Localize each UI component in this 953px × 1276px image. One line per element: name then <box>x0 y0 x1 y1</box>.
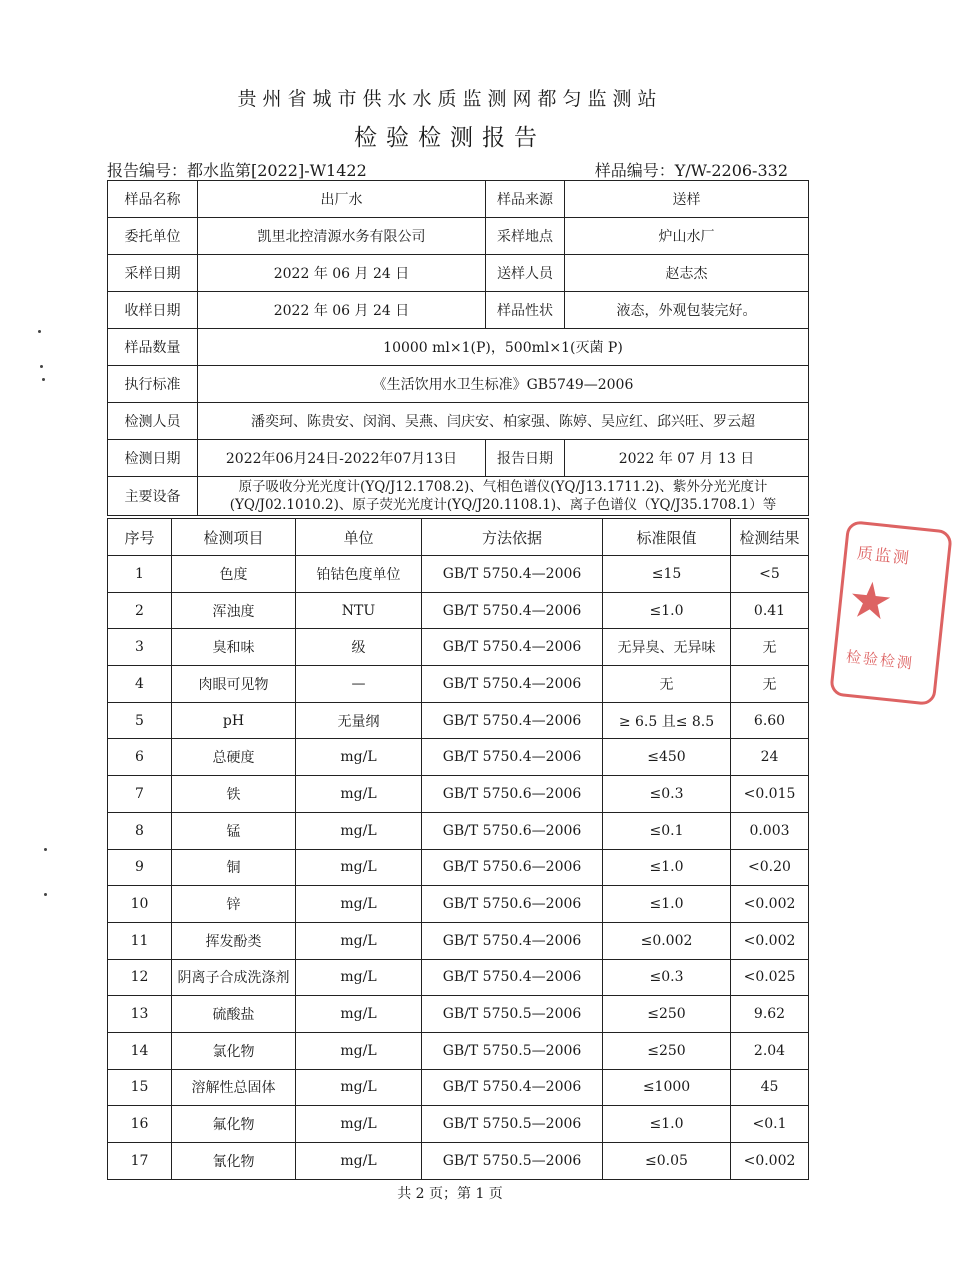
info-row <box>108 181 809 218</box>
cell-result: <0.20 <box>731 849 809 886</box>
cell-item: 肉眼可见物 <box>172 666 296 703</box>
cell-no: 8 <box>108 812 172 849</box>
cell-unit: mg/L <box>296 1069 422 1106</box>
cell-unit: mg/L <box>296 996 422 1033</box>
test-date-value: 2022年06月24日-2022年07月13日 <box>198 440 486 477</box>
info-row <box>108 292 809 329</box>
cell-unit: mg/L <box>296 776 422 813</box>
sample-name-label: 样品名称 <box>108 181 198 218</box>
cell-unit: mg/L <box>296 959 422 996</box>
table-row <box>108 776 809 813</box>
seal-text-bottom: 检验检测 <box>845 647 915 673</box>
cell-limit: ≤250 <box>603 1032 731 1069</box>
cell-limit: ≤0.1 <box>603 812 731 849</box>
table-row <box>108 849 809 886</box>
cell-result: 无 <box>731 666 809 703</box>
table-row <box>108 996 809 1033</box>
col-header-method: 方法依据 <box>422 519 603 556</box>
results-table <box>107 518 809 1180</box>
info-row <box>108 218 809 255</box>
cell-result: <0.002 <box>731 886 809 923</box>
cell-method: GB/T 5750.4—2006 <box>422 959 603 996</box>
cell-limit: 无异臭、无异味 <box>603 629 731 666</box>
cell-item: 臭和味 <box>172 629 296 666</box>
cell-item: 氟化物 <box>172 1106 296 1143</box>
table-row <box>108 886 809 923</box>
cell-method: GB/T 5750.4—2006 <box>422 666 603 703</box>
scan-speck <box>40 365 43 368</box>
cell-limit: ≤1000 <box>603 1069 731 1106</box>
cell-item: 挥发酚类 <box>172 922 296 959</box>
cell-method: GB/T 5750.4—2006 <box>422 739 603 776</box>
cell-result: <0.002 <box>731 922 809 959</box>
seal-text-top: 质监测 <box>856 543 912 568</box>
cell-unit: mg/L <box>296 886 422 923</box>
table-row <box>108 1069 809 1106</box>
client-value: 凯里北控清源水务有限公司 <box>198 218 486 255</box>
cell-no: 2 <box>108 592 172 629</box>
cell-method: GB/T 5750.4—2006 <box>422 556 603 593</box>
cell-no: 9 <box>108 849 172 886</box>
table-row <box>108 1106 809 1143</box>
sample-property-label: 样品性状 <box>486 292 565 329</box>
cell-no: 14 <box>108 1032 172 1069</box>
cell-no: 1 <box>108 556 172 593</box>
cell-method: GB/T 5750.5—2006 <box>422 996 603 1033</box>
cell-item: 色度 <box>172 556 296 593</box>
cell-result: 无 <box>731 629 809 666</box>
equipment-label: 主要设备 <box>108 477 198 516</box>
report-number: 报告编号：都水监第[2022]-W1422 <box>107 161 367 180</box>
table-row <box>108 702 809 739</box>
cell-unit: 铂钴色度单位 <box>296 556 422 593</box>
col-header-item: 检测项目 <box>172 519 296 556</box>
organization-title: 贵州省城市供水水质监测网都匀监测站 <box>237 88 663 110</box>
cell-item: 氰化物 <box>172 1143 296 1180</box>
table-row <box>108 556 809 593</box>
cell-result: 2.04 <box>731 1032 809 1069</box>
cell-no: 10 <box>108 886 172 923</box>
sampling-date-label: 采样日期 <box>108 255 198 292</box>
table-row <box>108 959 809 996</box>
cell-no: 3 <box>108 629 172 666</box>
cell-method: GB/T 5750.4—2006 <box>422 922 603 959</box>
standard-value: 《生活饮用水卫生标准》GB5749—2006 <box>198 366 809 403</box>
table-row <box>108 739 809 776</box>
cell-no: 12 <box>108 959 172 996</box>
cell-result: <0.025 <box>731 959 809 996</box>
cell-result: 24 <box>731 739 809 776</box>
quantity-label: 样品数量 <box>108 329 198 366</box>
cell-unit: mg/L <box>296 922 422 959</box>
scan-speck <box>42 378 45 381</box>
info-row <box>108 403 809 440</box>
cell-no: 11 <box>108 922 172 959</box>
cell-limit: ≤1.0 <box>603 886 731 923</box>
cell-result: <5 <box>731 556 809 593</box>
scan-speck <box>44 848 47 851</box>
standard-label: 执行标准 <box>108 366 198 403</box>
page-footer: 共 2 页；第 1 页 <box>397 1186 503 1202</box>
cell-limit: ≤1.0 <box>603 849 731 886</box>
cell-no: 6 <box>108 739 172 776</box>
cell-unit: mg/L <box>296 849 422 886</box>
cell-unit: 无量纲 <box>296 702 422 739</box>
cell-result: 6.60 <box>731 702 809 739</box>
table-row <box>108 1032 809 1069</box>
scan-speck <box>38 330 41 333</box>
sample-source-value: 送样 <box>565 181 809 218</box>
submitter-label: 送样人员 <box>486 255 565 292</box>
cell-result: 0.41 <box>731 592 809 629</box>
cell-unit: — <box>296 666 422 703</box>
report-title: 检验检测报告 <box>354 125 546 151</box>
cell-unit: 级 <box>296 629 422 666</box>
report-date-label: 报告日期 <box>486 440 565 477</box>
table-row <box>108 629 809 666</box>
receipt-date-label: 收样日期 <box>108 292 198 329</box>
cell-no: 4 <box>108 666 172 703</box>
cell-method: GB/T 5750.5—2006 <box>422 1143 603 1180</box>
testers-label: 检测人员 <box>108 403 198 440</box>
cell-method: GB/T 5750.6—2006 <box>422 849 603 886</box>
cell-item: 硫酸盐 <box>172 996 296 1033</box>
cell-no: 5 <box>108 702 172 739</box>
cell-method: GB/T 5750.5—2006 <box>422 1032 603 1069</box>
cell-limit: ≥ 6.5 且≤ 8.5 <box>603 702 731 739</box>
cell-result: 45 <box>731 1069 809 1106</box>
cell-method: GB/T 5750.6—2006 <box>422 812 603 849</box>
submitter-value: 赵志杰 <box>565 255 809 292</box>
cell-no: 15 <box>108 1069 172 1106</box>
cell-method: GB/T 5750.6—2006 <box>422 886 603 923</box>
sampling-site-value: 炉山水厂 <box>565 218 809 255</box>
client-label: 委托单位 <box>108 218 198 255</box>
cell-item: 氯化物 <box>172 1032 296 1069</box>
equipment-line-1: 原子吸收分光光度计(YQ/J12.1708.2)、气相色谱仪(YQ/J13.1711.2)、紫外分光光度计 <box>238 479 768 495</box>
equipment-line-2: (YQ/J02.1010.2)、原子荧光光度计(YQ/J20.1108.1)、离子色谱仪（YQ/J35.1708.1）等 <box>229 497 777 513</box>
cell-no: 7 <box>108 776 172 813</box>
cell-item: 锰 <box>172 812 296 849</box>
info-row <box>108 366 809 403</box>
sampling-date-value: 2022 年 06 月 24 日 <box>198 255 486 292</box>
table-row <box>108 1143 809 1180</box>
cell-method: GB/T 5750.4—2006 <box>422 1069 603 1106</box>
cell-result: 0.003 <box>731 812 809 849</box>
cell-no: 13 <box>108 996 172 1033</box>
equipment-value <box>198 477 809 516</box>
cell-limit: ≤0.3 <box>603 959 731 996</box>
cell-unit: mg/L <box>296 1032 422 1069</box>
cell-limit: ≤15 <box>603 556 731 593</box>
cell-item: 铜 <box>172 849 296 886</box>
cell-limit: ≤450 <box>603 739 731 776</box>
cell-result: <0.1 <box>731 1106 809 1143</box>
cell-limit: ≤250 <box>603 996 731 1033</box>
sample-number: 样品编号：Y/W-2206-332 <box>594 161 788 180</box>
cell-unit: mg/L <box>296 1106 422 1143</box>
cell-method: GB/T 5750.5—2006 <box>422 1106 603 1143</box>
cell-unit: mg/L <box>296 1143 422 1180</box>
cell-limit: 无 <box>603 666 731 703</box>
sample-property-value: 液态，外观包装完好。 <box>565 292 809 329</box>
report-date-value: 2022 年 07 月 13 日 <box>565 440 809 477</box>
cell-item: 溶解性总固体 <box>172 1069 296 1106</box>
cell-limit: ≤0.3 <box>603 776 731 813</box>
cell-unit: mg/L <box>296 812 422 849</box>
cell-method: GB/T 5750.4—2006 <box>422 702 603 739</box>
cell-method: GB/T 5750.4—2006 <box>422 629 603 666</box>
cell-no: 17 <box>108 1143 172 1180</box>
sample-name-value: 出厂水 <box>198 181 486 218</box>
cell-unit: mg/L <box>296 739 422 776</box>
testers-value: 潘奕珂、陈贵安、闵润、吴燕、闫庆安、柏家强、陈婷、吴应红、邱兴旺、罗云超 <box>198 403 809 440</box>
cell-item: 总硬度 <box>172 739 296 776</box>
col-header-result: 检测结果 <box>731 519 809 556</box>
table-row <box>108 922 809 959</box>
info-row <box>108 477 809 516</box>
cell-item: 阴离子合成洗涤剂 <box>172 959 296 996</box>
cell-result: <0.002 <box>731 1143 809 1180</box>
col-header-no: 序号 <box>108 519 172 556</box>
sample-source-label: 样品来源 <box>486 181 565 218</box>
table-row <box>108 812 809 849</box>
quantity-value: 10000 ml×1(P)，500ml×1(灭菌 P) <box>198 329 809 366</box>
cell-limit: ≤1.0 <box>603 1106 731 1143</box>
red-seal-stamp <box>829 520 953 706</box>
sample-info-table <box>107 180 809 516</box>
cell-item: 锌 <box>172 886 296 923</box>
sampling-site-label: 采样地点 <box>486 218 565 255</box>
info-row <box>108 440 809 477</box>
cell-limit: ≤0.002 <box>603 922 731 959</box>
star-icon: ★ <box>845 569 896 632</box>
table-row <box>108 592 809 629</box>
cell-item: pH <box>172 702 296 739</box>
info-row <box>108 329 809 366</box>
table-row <box>108 666 809 703</box>
col-header-unit: 单位 <box>296 519 422 556</box>
results-header-row <box>108 519 809 556</box>
info-row <box>108 255 809 292</box>
cell-limit: ≤0.05 <box>603 1143 731 1180</box>
cell-limit: ≤1.0 <box>603 592 731 629</box>
cell-method: GB/T 5750.4—2006 <box>422 592 603 629</box>
cell-result: <0.015 <box>731 776 809 813</box>
receipt-date-value: 2022 年 06 月 24 日 <box>198 292 486 329</box>
cell-method: GB/T 5750.6—2006 <box>422 776 603 813</box>
col-header-limit: 标准限值 <box>603 519 731 556</box>
cell-result: 9.62 <box>731 996 809 1033</box>
cell-unit: NTU <box>296 592 422 629</box>
cell-item: 铁 <box>172 776 296 813</box>
cell-no: 16 <box>108 1106 172 1143</box>
test-date-label: 检测日期 <box>108 440 198 477</box>
cell-item: 浑浊度 <box>172 592 296 629</box>
scan-speck <box>44 893 47 896</box>
